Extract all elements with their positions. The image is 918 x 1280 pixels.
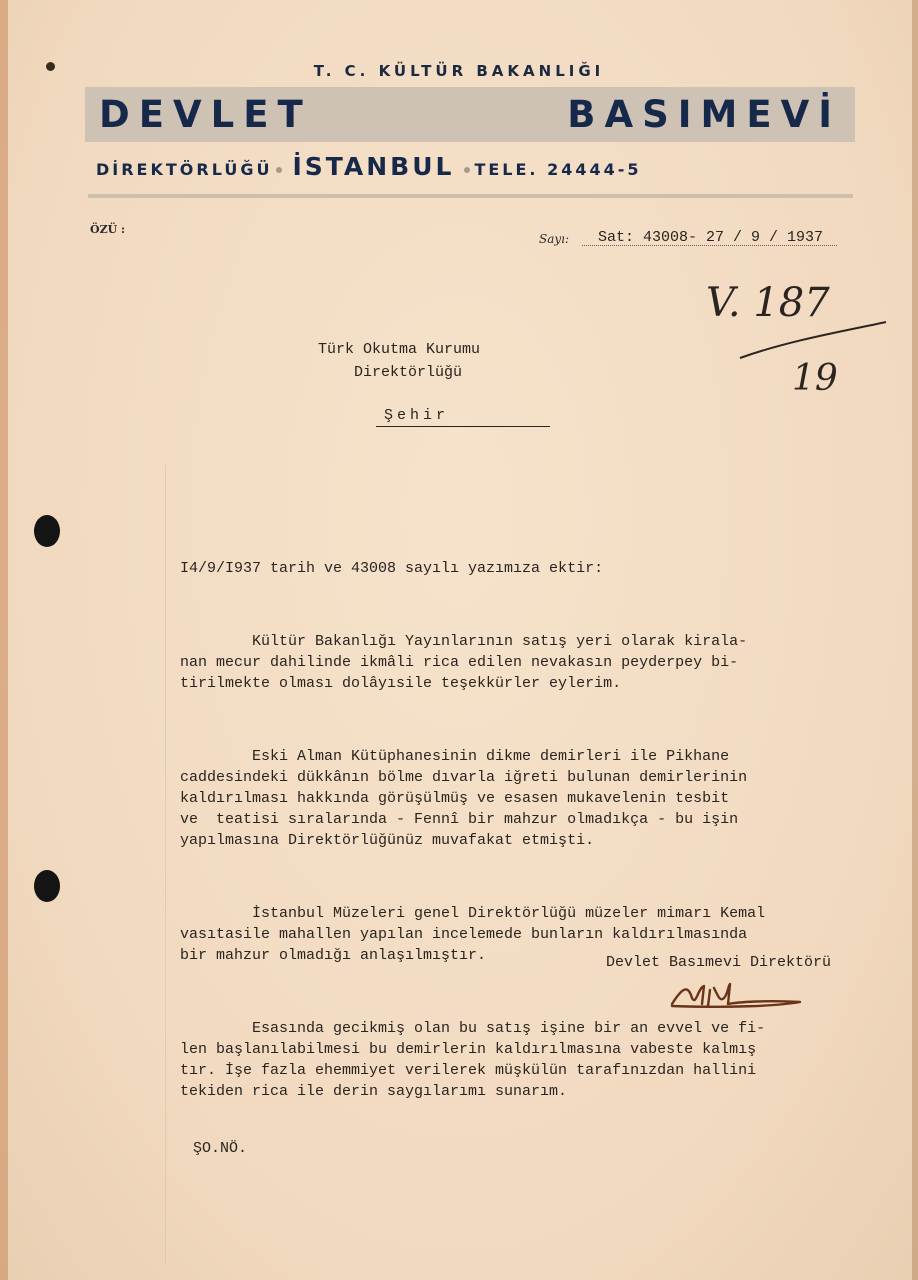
reference-dotted-line [582,245,837,247]
punch-hole-top [34,515,60,547]
body-paragraph-2: Eski Alman Kütüphanesinin dikme demirleri ile Pikhane caddesindeki dükkânın bölme dıvarla iğreti bulunan demirlerinin kaldırılması hakkında görüşülmüş ve esasen mukavelenin tesbit ve teatisi sıralarında - Fennî bir mahzur olmadıkça - bu işin yapılmasına Direktörlüğünüz muvafakat etmişti. [180,748,748,849]
handwritten-note-line2: 19 [792,358,838,399]
ozu-label: ÖZÜ : [90,223,126,236]
paper-edge-left [0,0,8,1280]
reference-label: Sayı: [539,232,570,246]
letterhead-title [85,87,855,142]
recipient-office: Direktörlüğü [354,364,463,381]
paper-edge-right [912,0,918,1280]
letterhead-rule [88,194,853,198]
paper-fold-line [165,465,166,1265]
handwritten-signature [668,976,808,1016]
recipient-underline [376,426,550,427]
reference-value: Sat: 43008- 27 / 9 / 1937 [598,229,824,246]
footer-reference: ŞO.NÖ. [193,1140,248,1157]
separator-dot [276,167,282,173]
letterhead-subtitle [96,152,856,184]
letterhead-city: İSTANBUL [292,152,455,181]
recipient-name: Türk Okutma Kurumu [318,341,481,358]
signature-block: Devlet Basımevi Direktörü [606,954,832,971]
body-paragraph-1: Kültür Bakanlığı Yayınlarının satış yeri olarak kirala- nan mecur dahilinde ikmâli rica edilen nevakasın peyderpey bi- tirilmekte olması dolâyısile teşekkürler eylerim. [180,633,748,692]
recipient-city: Şehir [384,407,450,424]
body-reference-line: I4/9/I937 tarih ve 43008 sayılı yazımıza ektir: [180,560,604,577]
body-paragraph-3: İstanbul Müzeleri genel Direktörlüğü müzeler mimarı Kemal vasıtasile mahallen yapılan incelemede bunların kaldırılmasında bir mahzur olmadığı anlaşılmıştır. [180,905,766,964]
punch-hole-bottom [34,870,60,902]
letterhead-ministry: T. C. KÜLTÜR BAKANLIĞI [313,62,605,80]
letterhead-phone: TELE. 24444-5 [474,160,642,179]
separator-dot [464,167,470,173]
body-paragraph-4: Esasında gecikmiş olan bu satış işine bir an evvel ve fi- len başlanılabilmesi bu demirlerin kaldırılmasına vabeste kalmış tır. İşe fazla ehemmiyet verilerek müşkülün tarafınızdan hallini tekiden rica ile derin saygılarımı sunarım. [180,1020,766,1100]
letterhead-title-right: BASIMEVİ [567,93,841,136]
letterhead-title-left: DEVLET [99,93,312,136]
handwritten-note [700,270,900,400]
letter-body [180,516,900,1154]
handwritten-fraction-line [740,322,886,358]
handwritten-note-line1: V. 187 [706,280,830,326]
letterhead-directorate: DİREKTÖRLÜĞÜ [96,160,273,179]
